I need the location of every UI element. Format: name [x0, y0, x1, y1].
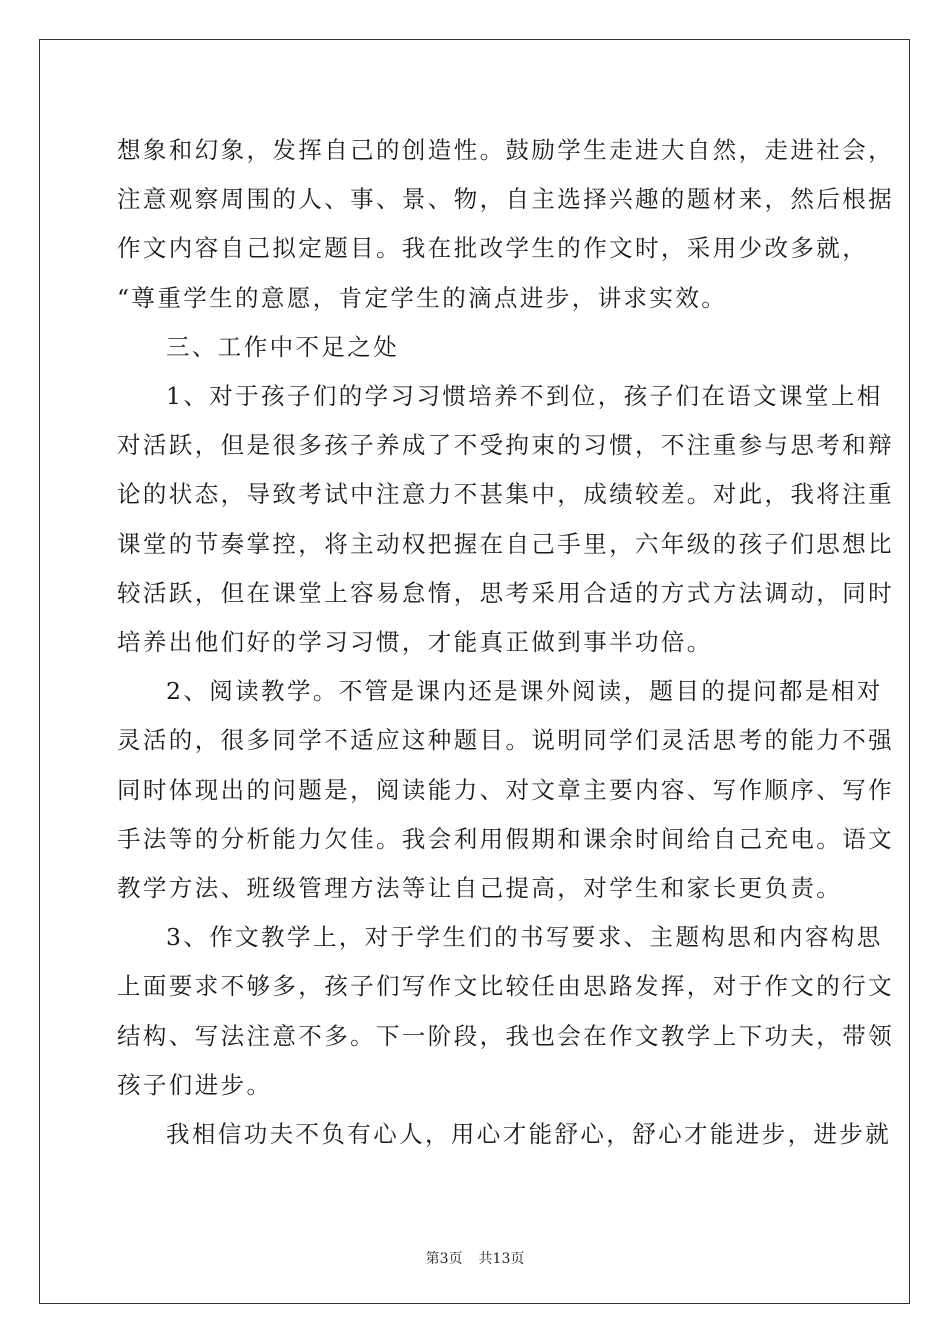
text-line: 课堂的节奏掌控，将主动权把握在自己手里，六年级的孩子们思想比: [117, 529, 894, 558]
paragraph-p2: [117, 323, 839, 372]
text-line: 论的状态，导致考试中注意力不甚集中，成绩较差。对此，我将注重: [117, 480, 894, 509]
text-line: 手法等的分析能力欠佳。我会利用假期和课余时间给自己充电。语文: [117, 824, 894, 853]
text-line: 对活跃，但是很多孩子养成了不受拘束的习惯，不注重参与思考和辩: [117, 431, 894, 460]
text-line: 灵活的，很多同学不适应这种题目。说明同学们灵活思考的能力不强: [117, 726, 894, 755]
text-line: 结构、写法注意不多。下一阶段，我也会在作文教学上下功夫，带领: [117, 1021, 894, 1050]
page-total: 共13页: [478, 1251, 525, 1267]
text-line: 孩子们进步。: [117, 1070, 273, 1099]
document-body: [117, 126, 894, 1159]
paragraph-p3: [117, 372, 894, 667]
text-line: 想象和幻象，发挥自己的创造性。鼓励学生走进大自然，走进社会，: [117, 136, 894, 164]
text-line: 较活跃，但在课堂上容易怠惰，思考采用合适的方式方法调动，同时: [117, 578, 894, 607]
text-line: 三、工作中不足之处: [166, 332, 400, 361]
paragraph-p5: [117, 913, 894, 1110]
page-number: 第3页: [425, 1251, 463, 1267]
text-line: 3、作文教学上，对于学生们的书写要求、主题构思和内容构思: [166, 923, 883, 952]
text-line: “尊重学生的意愿，肯定学生的滴点进步，讲求实效。: [117, 283, 728, 312]
text-line: 1、对于孩子们的学习习惯培养不到位，孩子们在语文课堂上相: [166, 382, 883, 411]
text-line: 同时体现出的问题是，阅读能力、对文章主要内容、写作顺序、写作: [117, 775, 894, 804]
page-footer: [0, 1248, 950, 1268]
text-line: 作文内容自己拟定题目。我在批改学生的作文时，采用少改多就，: [117, 234, 869, 263]
text-line: 教学方法、班级管理方法等让自己提高，对学生和家长更负责。: [117, 874, 843, 903]
text-line: 注意观察周围的人、事、景、物，自主选择兴趣的题材来，然后根据: [117, 185, 894, 214]
paragraph-p1: [117, 126, 894, 323]
paragraph-p6: [117, 1110, 892, 1159]
paragraph-p4: [117, 667, 894, 913]
text-line: 培养出他们好的学习习惯，才能真正做到事半功倍。: [117, 628, 713, 657]
text-line: 我相信功夫不负有心人，用心才能舒心，舒心才能进步，进步就: [166, 1120, 892, 1149]
text-line: 上面要求不够多，孩子们写作文比较任由思路发挥，对于作文的行文: [117, 972, 894, 1001]
text-line: 2、阅读教学。不管是课内还是课外阅读，题目的提问都是相对: [166, 677, 883, 706]
